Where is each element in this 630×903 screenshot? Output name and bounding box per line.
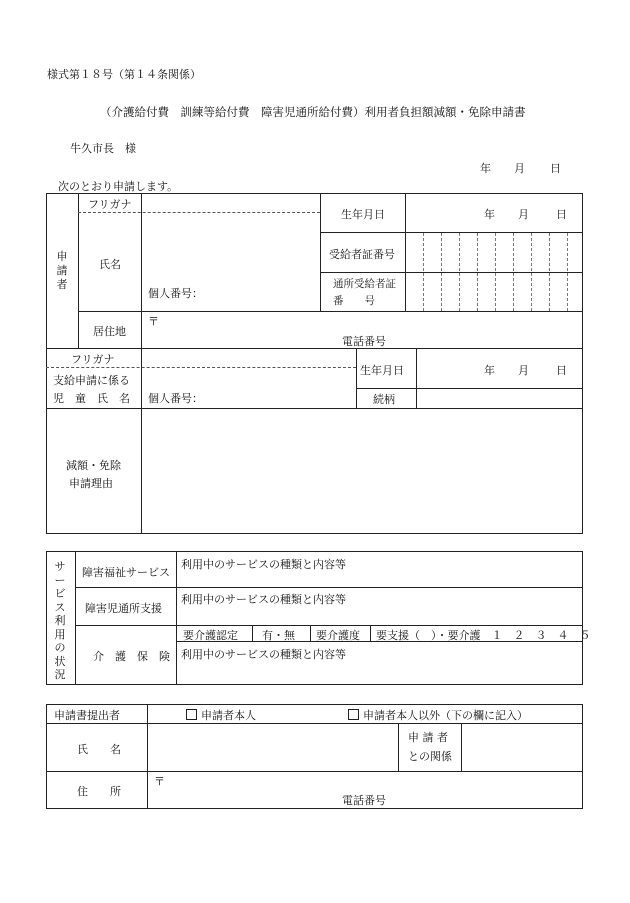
applicant-birth-day-label: 日	[556, 208, 567, 221]
submitter-address-input[interactable]	[166, 773, 580, 807]
applicant-birth-month-label: 月	[518, 208, 529, 221]
date-month-label: 月	[514, 162, 525, 175]
reason-label-1: 減額・免除	[66, 459, 121, 472]
intro-text: 次のとおり申請します。	[58, 180, 179, 193]
child-label-2: 児 童 氏 名	[53, 392, 130, 405]
applicant-furigana-label: フリガナ	[88, 198, 132, 211]
date-year-label: 年	[480, 162, 491, 175]
submitter-name-label: 氏 名	[77, 743, 121, 756]
care-insurance-content-label: 利用中のサービスの種類と内容等	[181, 648, 346, 661]
disability-welfare-label: 障害福祉サービス	[82, 566, 170, 579]
outpatient-number-label-1: 通所受給者証	[333, 278, 396, 290]
submitter-address-label: 住 所	[77, 785, 121, 798]
recipient-number-input[interactable]	[406, 233, 582, 272]
submitter-self-option[interactable]	[186, 707, 256, 723]
care-level-label: 要介護度	[316, 629, 360, 642]
submitter-relation-label-2: との関係	[408, 750, 452, 763]
applicant-personal-number-label: 個人番号：	[148, 287, 203, 300]
applicant-postal-mark: 〒	[148, 315, 159, 328]
submitter-other-option[interactable]	[348, 707, 528, 723]
child-relationship-label: 続柄	[373, 393, 395, 406]
care-certification-label: 要介護認定	[183, 629, 238, 642]
child-birth-day-label: 日	[556, 364, 567, 377]
child-birth-month-label: 月	[518, 364, 529, 377]
recipient-number-label: 受給者証番号	[329, 248, 395, 261]
child-personal-number-label: 個人番号：	[148, 392, 203, 405]
care-insurance-label: 介 護 保 険	[93, 650, 170, 663]
care-yes-no-option[interactable]: 有・無	[262, 629, 295, 642]
checkbox-other[interactable]	[348, 709, 359, 720]
child-birth-date-label: 生年月日	[360, 364, 404, 377]
child-relationship-input[interactable]	[417, 389, 581, 407]
applicant-furigana-input[interactable]	[142, 194, 320, 212]
applicant-phone-label: 電話番号	[342, 335, 386, 348]
checkbox-self[interactable]	[186, 709, 197, 720]
submitter-relation-input[interactable]	[463, 725, 580, 770]
date-day-label: 日	[550, 162, 561, 175]
child-support-content-label: 利用中のサービスの種類と内容等	[181, 593, 346, 606]
submitter-relation-label-1: 申 請 者	[408, 731, 448, 744]
reason-label-2: 申請理由	[69, 477, 113, 490]
child-furigana-label: フリガナ	[71, 353, 115, 366]
page-title: （介護給付費 訓練等給付費 障害児通所給付費）利用者負担額減額・免除申請書	[100, 105, 526, 119]
applicant-birth-year-label: 年	[484, 208, 495, 221]
submitter-name-input[interactable]	[149, 725, 396, 770]
outpatient-number-input[interactable]	[406, 273, 582, 311]
reason-input[interactable]	[143, 410, 580, 531]
submitter-phone-label: 電話番号	[342, 794, 386, 807]
submitter-label: 申請書提出者	[54, 709, 120, 722]
disability-welfare-content-label: 利用中のサービスの種類と内容等	[181, 558, 346, 571]
submitter-postal-mark: 〒	[154, 775, 165, 788]
applicant-name-label: 氏名	[99, 258, 121, 271]
form-number: 様式第１８号（第１４条関係）	[47, 68, 201, 81]
applicant-name-input[interactable]	[142, 214, 320, 274]
applicant-birth-date-label: 生年月日	[341, 208, 385, 221]
services-section-label: サービス利用の状況	[54, 560, 66, 681]
applicant-address-input[interactable]	[160, 312, 580, 347]
applicant-address-label: 居住地	[93, 325, 126, 338]
submitter-other-label: 申請者本人以外（下の欄に記入）	[363, 709, 528, 722]
child-support-label: 障害児通所支援	[85, 602, 162, 615]
child-furigana-input[interactable]	[142, 349, 355, 367]
applicant-section-label: 申請者	[56, 250, 68, 291]
support-level-options[interactable]: 要支援（ ）・要介護 １ ２ ３ ４ ５	[376, 629, 591, 642]
child-label-1: 支給申請に係る	[53, 374, 130, 387]
outpatient-number-label-2: 番 号	[333, 295, 375, 307]
submitter-self-label: 申請者本人	[201, 709, 256, 722]
child-birth-year-label: 年	[484, 364, 495, 377]
addressee: 牛久市長 様	[70, 142, 136, 155]
